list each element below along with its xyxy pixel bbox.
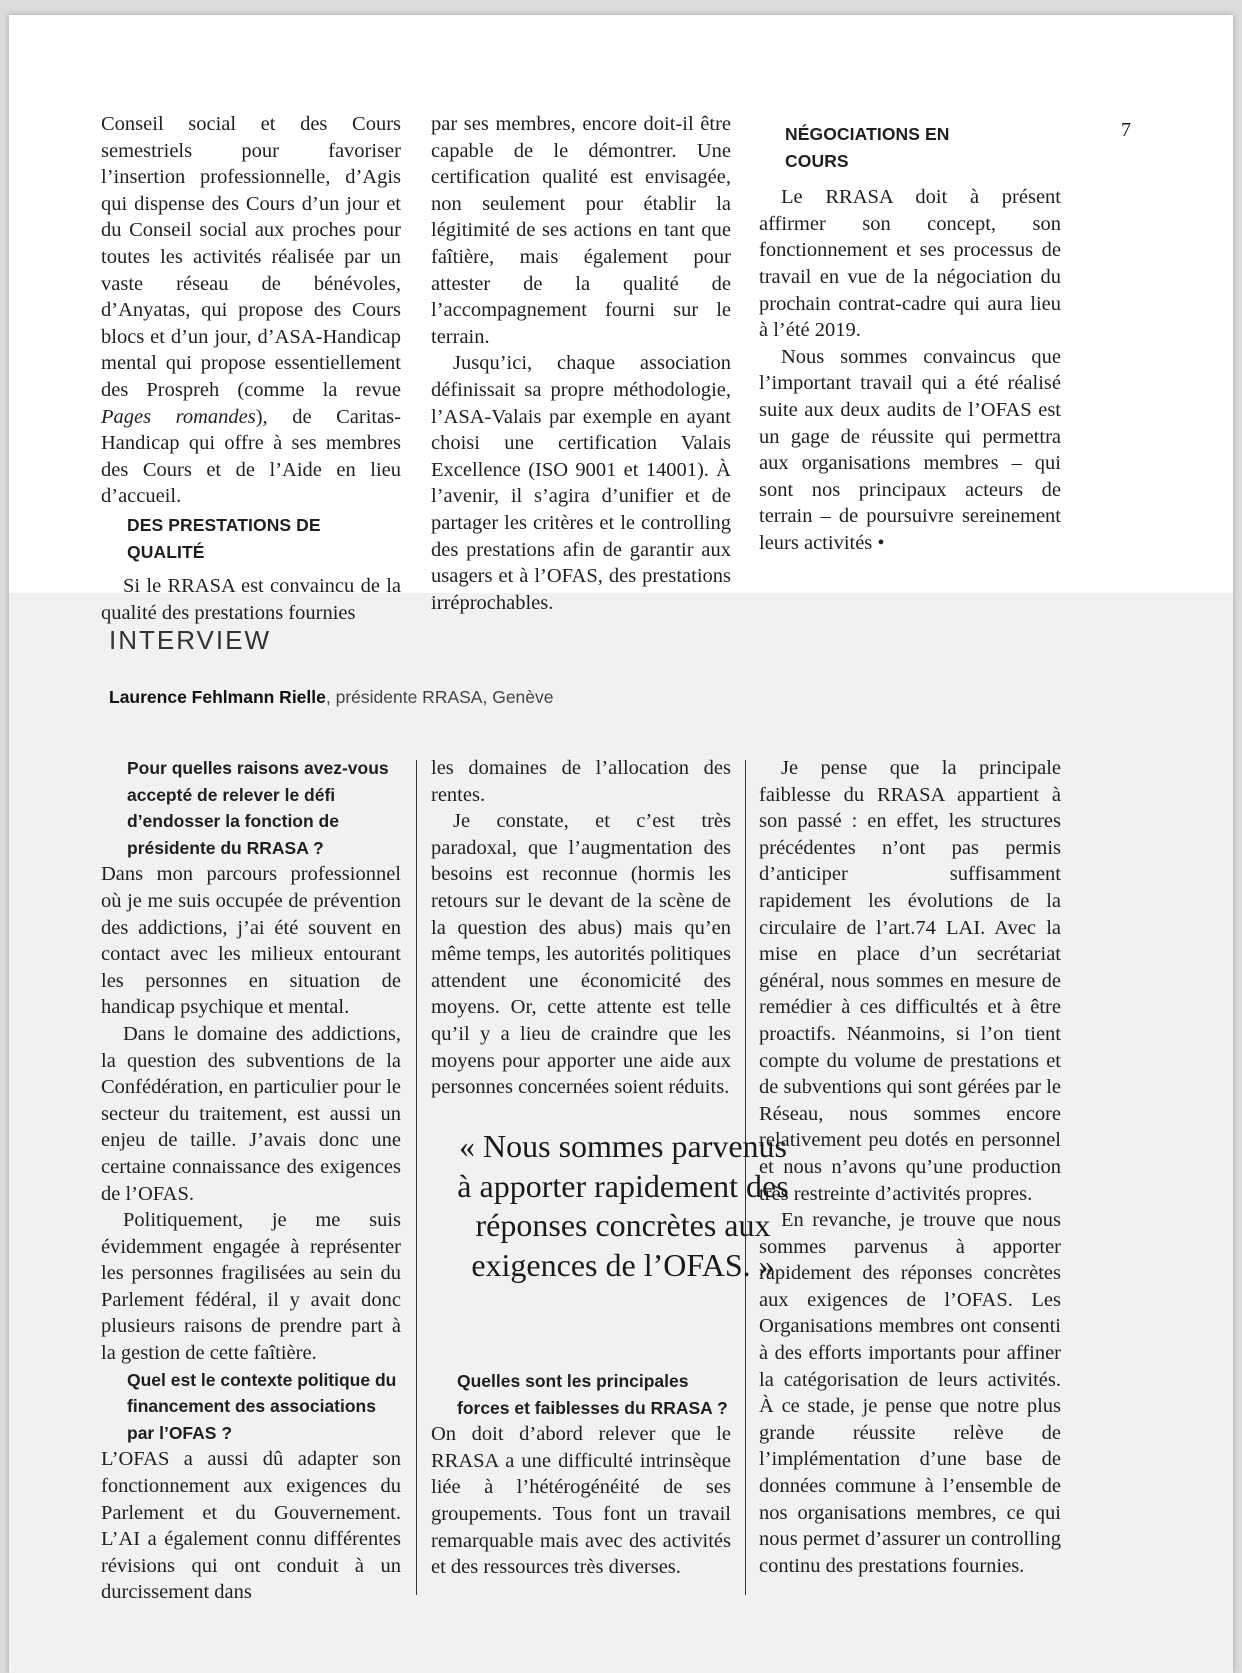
interview-column-3 — [759, 755, 1061, 1579]
answer-paragraph: Dans le domaine des addictions, la question des subventions de la Confédération, en particulier pour le secteur du traitement, est aussi un enjeu de taille. J’avais donc une certaine connaissance des exigences de l’OFAS. — [101, 1022, 401, 1205]
top-col3-paragraph-2: Nous sommes convaincus que l’important travail qui a été réalisé suite aux deux audits de l’OFAS est un gage de réussite qui permettra aux organisations membres – qui sont nos principaux acteurs de terrain – de poursuivre sereinement leurs activités • — [759, 345, 1061, 554]
top-col3-paragraph-1: Le RRASA doit à présent affirmer son concept, son fonctionnement et ses processus de travail en vue de la négociation du prochain contrat-cadre qui aura lieu à l’été 2019. — [759, 186, 1061, 342]
italic-title: Pages romandes — [101, 405, 256, 428]
column-divider — [416, 760, 417, 1595]
top-column-3 — [759, 111, 1061, 557]
top-col1-paragraph: Conseil social et des Cours semestriels pour favoriser l’insertion professionnelle, d’Agis qui dispense des Cours d’un jour et du Conseil social aux proches pour toutes les activités réalisée par un vaste réseau de bénévoles, d’Anyatas, qui propose des Cours blocs et d’un jour, d’ASA-Handicap mental qui propose essentiellement des Prospreh (comme la revue Pages romandes), de Caritas-Handicap qui offre à ses membres des Cours et de l’Aide en lieu d’accueil. — [101, 113, 401, 508]
answer-paragraph: les domaines de l’allocation des rentes. — [431, 757, 731, 806]
magazine-page — [9, 15, 1233, 1673]
answer-paragraph: Dans mon parcours professionnel où je me suis occupée de prévention des addictions, j’ai été souvent en contact avec les milieux entourant les personnes en situation de handicap psychique et mental. — [101, 863, 401, 1019]
top-column-2 — [431, 111, 731, 616]
interviewee-name: Laurence Fehlmann Rielle — [109, 687, 326, 707]
interview-column-2-lower — [431, 1368, 731, 1581]
question-1: Pour quelles raisons avez-vous accepté de relever le défi d’endosser la fonction de présidente du RRASA ? — [127, 758, 389, 858]
top-col2-paragraph-2: Jusqu’ici, chaque association définissait sa propre méthodologie, l’ASA-Valais par exemple en ayant choisi une certification Valais Excellence (ISO 9001 et 14001). À l’avenir, il s’agira d’unifier et de partager les critères et le controlling des prestations afin de garantir aux usagers et à l’OFAS, des prestations irréprochables. — [431, 352, 731, 614]
interview-column-2 — [431, 755, 731, 1101]
interviewee-role: , présidente RRASA, Genève — [325, 687, 554, 707]
section-heading-negotiations: NÉGOCIATIONS EN COURS — [785, 124, 950, 171]
question-2: Quel est le contexte politique du financement des associations par l’OFAS ? — [127, 1369, 397, 1443]
page-number: 7 — [1121, 119, 1131, 141]
interview-column-1 — [101, 755, 401, 1606]
top-col1-paragraph-2: Si le RRASA est convaincu de la qualité des prestations fournies — [101, 575, 401, 624]
interview-title: INTERVIEW — [109, 625, 271, 655]
answer-paragraph: On doit d’abord relever que le RRASA a une difficulté intrinsèque liée à l’hétérogénéité de ses groupements. Tous font un travail remarquable mais avec des activités et des ressources très diverses. — [431, 1423, 731, 1579]
top-col2-paragraph-1: par ses membres, encore doit-il être capable de le démontrer. Une certification qualité est envisagée, non seulement pour établir la légitimité de ses actions en tant que faîtière, mais également pour attester de la qualité de l’accompagnement fourni sur le terrain. — [431, 113, 731, 348]
answer-paragraph: En revanche, je trouve que nous sommes parvenus à apporter rapidement des réponses concrètes aux exigences de l’OFAS. Les Organisations membres ont consenti à des efforts importants pour affiner la catégorisation de leurs activités. À ce stade, je pense que notre plus grande réussite relève de l’implémentation d’une base de données commune à l’ensemble de nos organisations membres, ce qui nous permet d’assurer un controlling continu des prestations fournies. — [759, 1209, 1061, 1577]
pull-quote: « Nous sommes parvenus à apporter rapidement des réponses concrètes aux exigences de l’OFAS. » — [457, 1128, 789, 1283]
answer-paragraph: Politiquement, je me suis évidemment engagée à représenter les personnes fragilisées au sein du Parlement fédéral, il y avait donc plusieurs raisons de prendre part à la gestion de cette faîtière. — [101, 1209, 401, 1365]
answer-paragraph: Je constate, et c’est très paradoxal, que l’augmentation des besoins est reconnue (hormis les retours sur le devant de la scène de la question des abus) mais qu’en même temps, les autorités politiques attendent une économicité des moyens. Or, cette attente est telle qu’il y a lieu de craindre que les moyens pour apporter une aide aux personnes concernées soient réduits. — [431, 810, 731, 1099]
top-column-1 — [101, 111, 401, 626]
answer-paragraph: L’OFAS a aussi dû adapter son fonctionnement aux exigences du Parlement et du Gouvernement. L’AI a également connu différentes révisions qui ont conduit à un durcissement dans — [101, 1448, 401, 1604]
answer-paragraph: Je pense que la principale faiblesse du RRASA appartient à son passé : en effet, les structures précédentes n’ont pas permis d’anticiper suffisamment rapidement les évolutions de la circulaire de l’art.74 LAI. Avec la mise en place d’un secrétariat général, nous sommes en mesure de remédier à ces difficultés et à être proactifs. Néanmoins, si l’on tient compte du volume de prestations et de subventions qui sont gérées par le Réseau, nous sommes encore relativement peu dotés en personnel et nous n’avons qu’une production très restreinte d’activités propres. — [759, 757, 1061, 1205]
section-heading-quality: DES PRESTATIONS DE QUALITÉ — [127, 514, 321, 562]
interview-byline — [109, 687, 554, 708]
question-3: Quelles sont les principales forces et faiblesses du RRASA ? — [457, 1371, 728, 1418]
